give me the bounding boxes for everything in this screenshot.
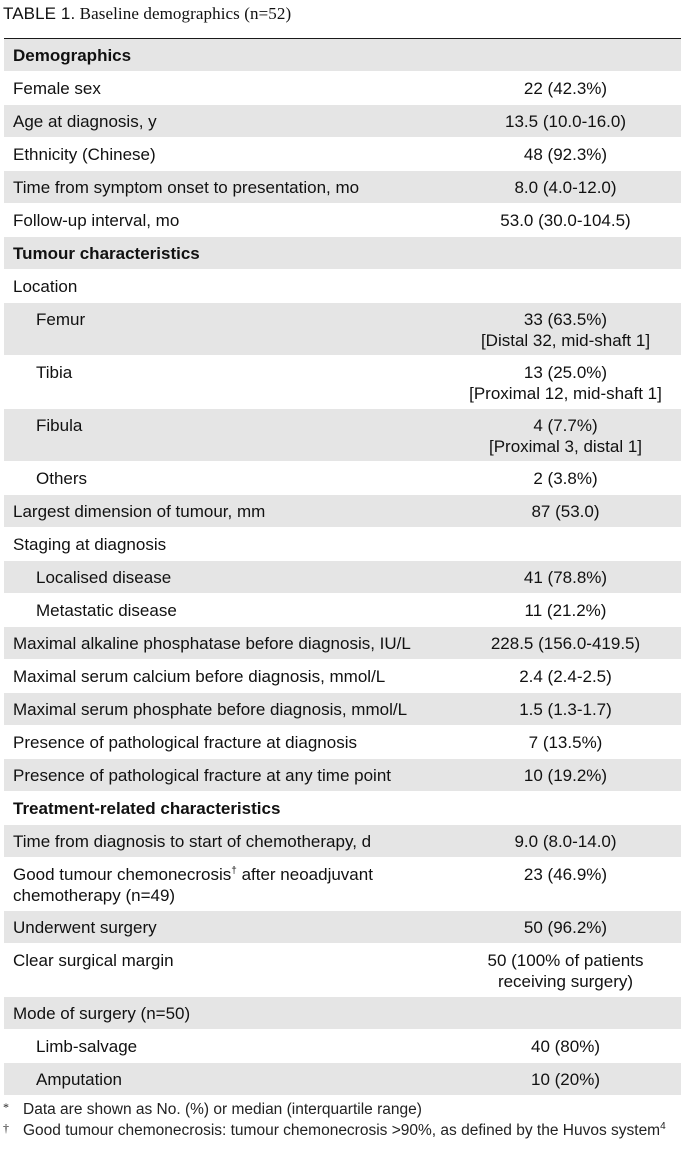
row-value (454, 462, 681, 489)
row-label-text: Time from symptom onset to presentation, mo (13, 178, 360, 197)
row-value-text: 8.0 (4.0-12.0) (514, 178, 617, 197)
row-label-text: Time from diagnosis to start of chemotherapy, d (13, 832, 372, 851)
row-label-text: Tumour characteristics (13, 244, 200, 263)
row-label (4, 997, 454, 1024)
row-value (454, 759, 681, 786)
demographics-table (4, 38, 681, 1096)
row-label (4, 759, 454, 786)
row-value (454, 105, 681, 132)
row-value-text: 41 (78.8%) (523, 568, 608, 587)
row-value (454, 495, 681, 522)
row-label-text: Tibia (36, 363, 73, 382)
table-row (4, 356, 681, 409)
section-title (4, 792, 454, 819)
row-label-text: Follow-up interval, mo (13, 211, 180, 230)
table-row (4, 270, 681, 303)
row-label (4, 944, 454, 971)
row-label-text: Female sex (13, 79, 101, 98)
table-row (4, 1030, 681, 1063)
row-label-text: Limb-salvage (36, 1037, 138, 1056)
row-value-text: 13.5 (10.0-16.0) (505, 112, 626, 131)
row-value (454, 792, 681, 798)
row-value (454, 270, 681, 276)
row-label (4, 204, 454, 231)
row-label (4, 303, 454, 330)
row-label-text: Mode of surgery (n=50) (13, 1004, 191, 1023)
table-number: TABLE 1. (3, 4, 76, 23)
row-value-text-line2: [Proximal 3, distal 1] (488, 437, 643, 456)
row-label (4, 726, 454, 753)
row-label (4, 270, 454, 297)
table-row (4, 409, 681, 462)
row-label-text: Age at diagnosis, y (13, 112, 157, 131)
row-value (454, 409, 681, 457)
row-value-text: 40 (80%) (531, 1037, 600, 1056)
section-header-row (4, 792, 681, 825)
row-label-text: Staging at diagnosis (13, 535, 167, 554)
row-value-text: 50 (96.2%) (523, 918, 608, 937)
section-header-row (4, 39, 681, 72)
table-row (4, 911, 681, 944)
table-row (4, 759, 681, 792)
row-label-text: Maximal serum calcium before diagnosis, mmol/L (13, 667, 386, 686)
table-row (4, 495, 681, 528)
section-title (4, 39, 454, 66)
table-footnotes (3, 1100, 683, 1142)
table-row (4, 105, 681, 138)
table-row (4, 561, 681, 594)
row-label (4, 72, 454, 99)
footnote-text-body: Data are shown as No. (%) or median (interquartile range) (23, 1101, 422, 1118)
row-label (4, 911, 454, 938)
row-label-text: Ethnicity (Chinese) (13, 145, 156, 164)
row-label-text: Largest dimension of tumour, mm (13, 502, 266, 521)
footnote-text (23, 1121, 683, 1140)
row-label-text-cont: after neoadjuvant (236, 865, 373, 884)
row-label-text: Localised disease (36, 568, 172, 587)
row-label-text: Femur (36, 310, 86, 329)
table-row (4, 204, 681, 237)
table-row (4, 858, 681, 911)
row-value (454, 1063, 681, 1090)
table-row (4, 528, 681, 561)
row-value-text: 10 (19.2%) (523, 766, 608, 785)
row-label-text: Clear surgical margin (13, 951, 174, 970)
row-value-text-line2: [Proximal 12, mid-shaft 1] (469, 384, 662, 403)
dagger-footnote-mark: † (231, 865, 237, 877)
row-value (454, 858, 681, 885)
row-label (4, 660, 454, 687)
row-value (454, 204, 681, 231)
row-value-text: 53.0 (30.0-104.5) (500, 211, 631, 230)
row-value (454, 627, 681, 654)
row-value (454, 303, 681, 351)
row-label-text: Presence of pathological fracture at diagnosis (13, 733, 357, 752)
row-value-text: 9.0 (8.0-14.0) (514, 832, 617, 851)
row-label-text: Amputation (36, 1070, 122, 1089)
row-value-text: 23 (46.9%) (523, 865, 608, 884)
table-row (4, 726, 681, 759)
row-value-text: 2.4 (2.4-2.5) (519, 667, 612, 686)
row-label-text: Fibula (36, 416, 83, 435)
row-value (454, 911, 681, 938)
row-value (454, 594, 681, 621)
row-value (454, 1030, 681, 1057)
table-row (4, 997, 681, 1030)
row-label (4, 1063, 454, 1090)
footnote (3, 1121, 683, 1140)
row-value-text: 50 (100% of patients (487, 951, 644, 970)
table-row (4, 171, 681, 204)
row-label (4, 1030, 454, 1057)
row-label-text: Presence of pathological fracture at any time point (13, 766, 391, 785)
table-row (4, 138, 681, 171)
table-row (4, 594, 681, 627)
table-title: Baseline demographics (n=52) (79, 4, 292, 23)
row-value (454, 138, 681, 165)
row-value (454, 825, 681, 852)
row-label (4, 594, 454, 621)
row-label (4, 825, 454, 852)
row-label (4, 561, 454, 588)
row-value-text: 48 (92.3%) (523, 145, 608, 164)
row-label-text-line2: chemotherapy (n=49) (13, 886, 176, 905)
row-value (454, 660, 681, 687)
table-row (4, 1063, 681, 1096)
row-value (454, 72, 681, 99)
row-value-text: 4 (7.7%) (533, 416, 598, 435)
row-label (4, 171, 454, 198)
row-value (454, 561, 681, 588)
row-label-text: Demographics (13, 46, 132, 65)
footnote-text (23, 1100, 683, 1119)
reference-superscript: 4 (660, 1120, 666, 1132)
row-value-text: 87 (53.0) (531, 502, 600, 521)
section-header-row (4, 237, 681, 270)
row-label-text: Treatment-related characteristics (13, 799, 281, 818)
row-label (4, 356, 454, 383)
footnote-mark: † (3, 1121, 9, 1135)
table-row (4, 944, 681, 997)
row-value-text: 10 (20%) (531, 1070, 600, 1089)
row-value (454, 356, 681, 404)
row-value-text: 11 (21.2%) (524, 601, 607, 620)
row-label (4, 495, 454, 522)
row-label (4, 409, 454, 436)
row-label-text: Maximal serum phosphate before diagnosis, mmol/L (13, 700, 408, 719)
row-label (4, 528, 454, 555)
row-label-text: Others (36, 469, 88, 488)
row-value (454, 39, 681, 45)
row-value-text: 1.5 (1.3-1.7) (519, 700, 612, 719)
table-row (4, 462, 681, 495)
row-label (4, 858, 454, 906)
row-label-text: Metastatic disease (36, 601, 177, 620)
row-value (454, 171, 681, 198)
row-label (4, 462, 454, 489)
row-value (454, 693, 681, 720)
table-row (4, 693, 681, 726)
table-row (4, 825, 681, 858)
footnote-mark: * (3, 1100, 9, 1114)
row-label (4, 627, 454, 654)
row-label-text: Location (13, 277, 78, 296)
row-label-text: Underwent surgery (13, 918, 157, 937)
footnote (3, 1100, 683, 1119)
table-row (4, 72, 681, 105)
row-value (454, 997, 681, 1003)
table-row (4, 627, 681, 660)
row-value-text: 33 (63.5%) (523, 310, 608, 329)
row-value-text: 22 (42.3%) (523, 79, 608, 98)
row-label-text: Maximal alkaline phosphatase before diagnosis, IU/L (13, 634, 411, 653)
row-value (454, 528, 681, 534)
table-row (4, 303, 681, 356)
table-row (4, 660, 681, 693)
row-label (4, 138, 454, 165)
row-value-text: 7 (13.5%) (528, 733, 603, 752)
table-caption (3, 4, 291, 24)
row-value-text-line2: receiving surgery) (497, 972, 634, 991)
row-value-text-line2: [Distal 32, mid-shaft 1] (480, 331, 651, 350)
row-value (454, 944, 681, 992)
row-value (454, 237, 681, 243)
row-value (454, 726, 681, 753)
row-label (4, 693, 454, 720)
section-title (4, 237, 454, 264)
row-label-text: Good tumour chemonecrosis (13, 865, 232, 884)
row-value-text: 13 (25.0%) (523, 363, 608, 382)
footnote-text-body: Good tumour chemonecrosis: tumour chemonecrosis >90%, as defined by the Huvos system (23, 1122, 661, 1139)
row-value-text: 2 (3.8%) (533, 469, 598, 488)
row-label (4, 105, 454, 132)
row-value-text: 228.5 (156.0-419.5) (490, 634, 641, 653)
